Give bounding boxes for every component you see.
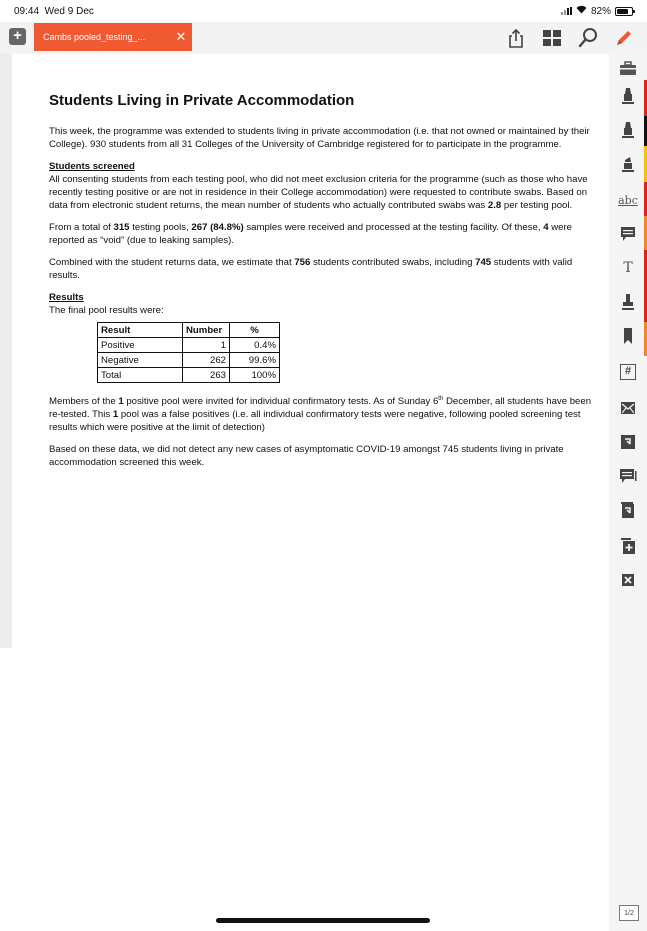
table-row <box>98 353 280 368</box>
document-tab-label: Cambs pooled_testing_... <box>43 32 146 42</box>
table-header-row <box>98 323 280 338</box>
text-tool-icon[interactable]: T <box>623 260 633 276</box>
header-percent: % <box>230 323 280 338</box>
row-number: 1 <box>183 338 230 353</box>
conclusion-paragraph: Based on these data, we did not detect any new cases of asymptomatic COVID-19 amongst 745 students living in private accommodation screened this week. <box>49 444 564 469</box>
delete-page-icon[interactable] <box>618 570 638 590</box>
bookmark-icon[interactable] <box>618 326 638 346</box>
page-margin-strip <box>0 54 12 648</box>
rotate-page-icon[interactable] <box>618 500 638 520</box>
row-label: Total <box>98 368 183 383</box>
close-tab-button[interactable]: ✕ <box>175 29 187 44</box>
highlighter-red-icon[interactable] <box>618 86 638 106</box>
status-time <box>14 6 94 17</box>
document-title: Students Living in Private Accommodation <box>49 92 355 109</box>
row-label: Negative <box>98 353 183 368</box>
new-tab-button[interactable]: + <box>9 28 26 45</box>
document-tab[interactable] <box>34 23 192 51</box>
screened-paragraph: All consenting students from each testing pool, who did not meet exclusion criteria for the programme (such as those who have recently testing positive or are not in residence in their College accommodation) were requested to contribute swabs. Based on data from electronic student returns, the mean number of students who actually contributed swabs was 2.8 per testing pool. <box>49 174 588 211</box>
row-label: Positive <box>98 338 183 353</box>
header-number: Number <box>183 323 230 338</box>
results-intro: The final pool results were: <box>49 305 164 316</box>
row-number: 262 <box>183 353 230 368</box>
table-row <box>98 338 280 353</box>
header-result: Result <box>98 323 183 338</box>
intro-paragraph: This week, the programme was extended to students living in private accommodation (i.e. that not owned or maintained by their College). 930 students from all 31 Colleges of the University of Cambridge registered for to participate in the programme. <box>49 126 590 150</box>
pools-paragraph: From a total of 315 testing pools, 267 (84.8%) samples were received and processed at the testing facility. Of these, 4 were reported as “void” (due to leaking samples). <box>49 222 572 246</box>
annotate-pencil-icon[interactable] <box>613 27 635 49</box>
app-toolbar <box>0 22 647 54</box>
confirmatory-paragraph: Members of the 1 positive pool were invited for individual confirmatory tests. As of Sunday 6th December, all students have been re-tested. This 1 pool was a false positives (i.e. all individual confirmatory tests were negative, following pooled screening test results which were positive at the limit of detection) <box>49 396 592 434</box>
search-icon[interactable] <box>577 27 599 49</box>
share-icon[interactable] <box>505 27 527 49</box>
row-percent: 100% <box>230 368 280 383</box>
pool-results-table <box>97 322 280 383</box>
status-bar <box>0 0 647 22</box>
battery-icon <box>615 7 633 16</box>
hash-glyph: # <box>620 364 636 380</box>
row-percent: 99.6% <box>230 353 280 368</box>
page-indicator[interactable]: 1/2 <box>619 905 639 921</box>
spellcheck-abc-icon[interactable]: abc <box>618 193 638 207</box>
highlighter-yellow-icon[interactable] <box>618 154 638 174</box>
mail-icon[interactable] <box>618 398 638 418</box>
table-row <box>98 368 280 383</box>
page-number-icon[interactable] <box>618 362 638 382</box>
cellular-signal-icon <box>561 7 572 15</box>
add-page-icon[interactable] <box>618 536 638 556</box>
page-comment-icon[interactable] <box>618 466 638 486</box>
battery-percent: 82% <box>590 5 611 17</box>
home-indicator[interactable] <box>216 918 430 923</box>
students-screened-heading: Students screened <box>49 161 135 172</box>
pdf-page-content <box>49 92 594 478</box>
highlighter-black-icon[interactable] <box>618 120 638 140</box>
row-percent: 0.4% <box>230 338 280 353</box>
combined-paragraph: Combined with the student returns data, we estimate that 756 students contributed swabs, including 745 students with valid results. <box>49 257 573 281</box>
comment-note-icon[interactable] <box>618 224 638 244</box>
toolbox-icon[interactable] <box>618 58 638 78</box>
stamp-icon[interactable] <box>618 292 638 312</box>
status-indicators <box>561 5 633 17</box>
date: Wed 9 Dec <box>44 6 94 17</box>
annotation-sidebar <box>609 54 647 931</box>
clock: 09:44 <box>14 6 40 17</box>
toolbar-actions <box>505 27 635 49</box>
thumbnails-grid-icon[interactable] <box>541 27 563 49</box>
wifi-icon <box>576 5 587 17</box>
results-heading: Results <box>49 292 84 303</box>
row-number: 263 <box>183 368 230 383</box>
insert-page-icon[interactable] <box>618 432 638 452</box>
